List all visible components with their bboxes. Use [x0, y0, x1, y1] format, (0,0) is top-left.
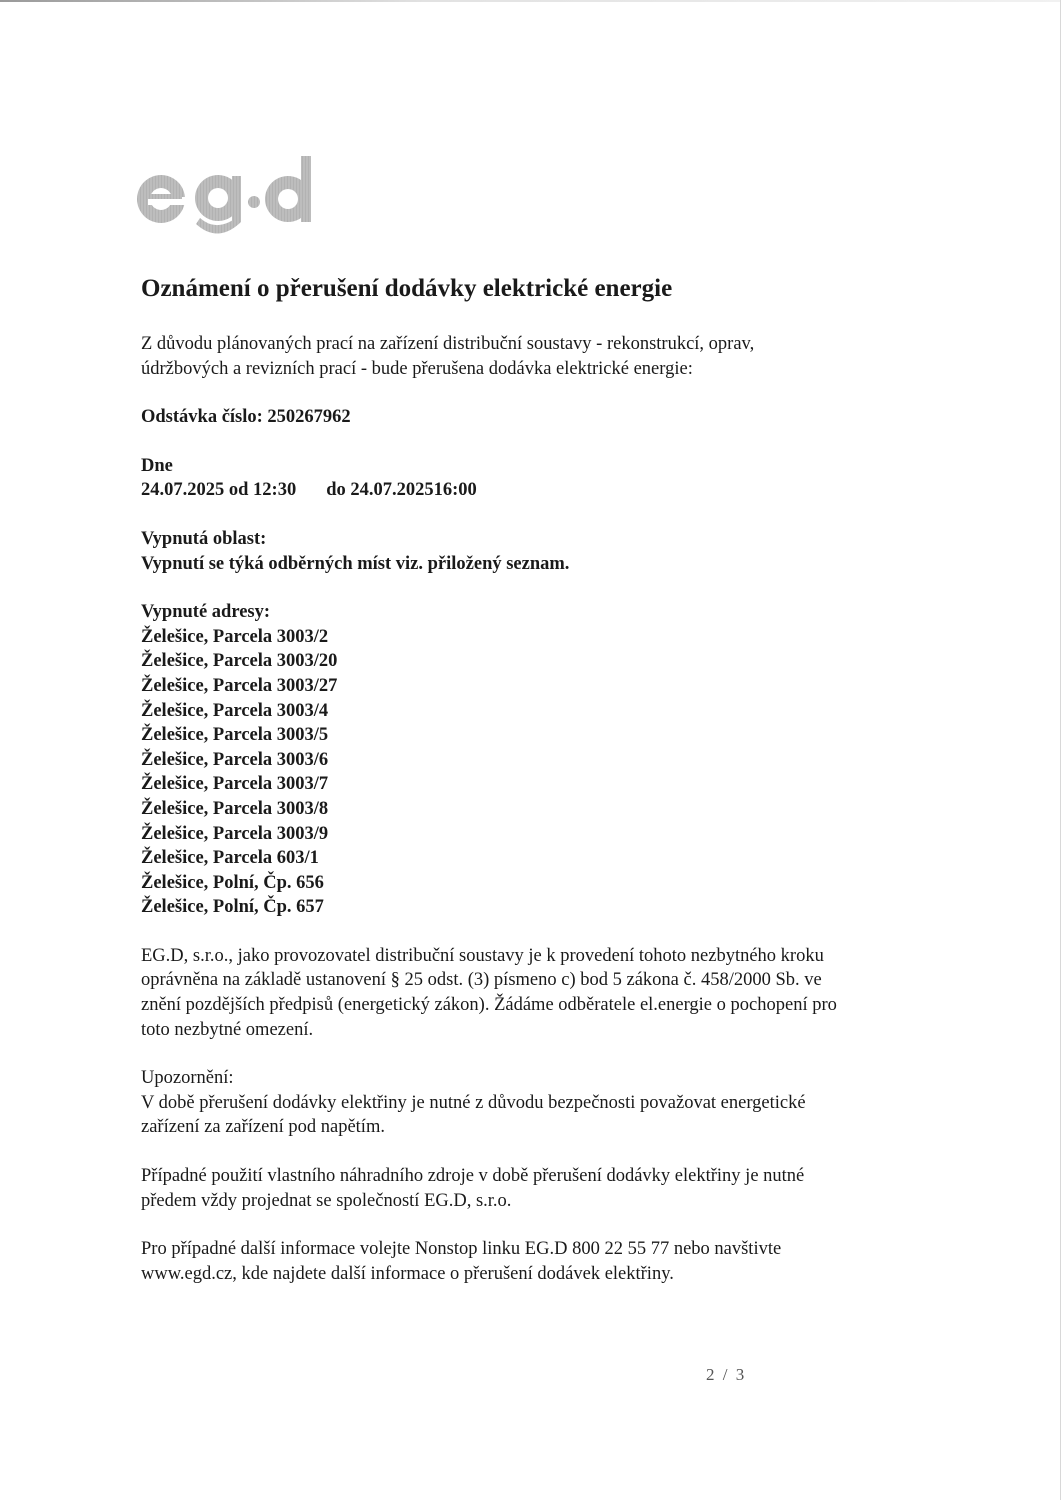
- warning-line: zařízení za zařízení pod napětím.: [141, 1117, 385, 1138]
- legal-paragraph: [141, 944, 941, 1042]
- list-item: Želešice, Parcela 603/1: [141, 848, 319, 869]
- backup-line: předem vždy projednat se společností EG.D, s.r.o.: [141, 1190, 512, 1211]
- list-item: Želešice, Parcela 3003/27: [141, 675, 338, 696]
- date-to: do 24.07.202516:00: [326, 480, 477, 501]
- contact-paragraph: [141, 1237, 941, 1286]
- list-item: Želešice, Polní, Čp. 657: [141, 897, 324, 918]
- area-block: [141, 527, 941, 576]
- intro-paragraph: [141, 332, 941, 381]
- date-from: 24.07.2025 od 12:30: [141, 480, 297, 501]
- list-item: Želešice, Parcela 3003/2: [141, 626, 329, 647]
- egd-logo: [128, 152, 318, 244]
- area-text: Vypnutí se týká odběrných míst viz. přiložený seznam.: [141, 553, 570, 574]
- area-label: Vypnutá oblast:: [141, 528, 267, 549]
- date-label: Dne: [141, 455, 173, 476]
- list-item: Želešice, Parcela 3003/4: [141, 700, 329, 721]
- legal-line: znění pozdějších předpisů (energetický zákon). Žádáme odběratele el.energie o pochopení pro: [141, 995, 837, 1016]
- legal-line: EG.D, s.r.o., jako provozovatel distribuční soustavy je k provedení tohoto nezbytného kroku: [141, 945, 824, 966]
- list-item: Želešice, Parcela 3003/7: [141, 774, 329, 795]
- list-item: Želešice, Parcela 3003/9: [141, 823, 329, 844]
- list-item: Želešice, Parcela 3003/6: [141, 749, 329, 770]
- address-list: [141, 625, 941, 920]
- date-block: [141, 454, 941, 503]
- addresses-label: Vypnuté adresy:: [141, 602, 271, 623]
- legal-line: toto nezbytné omezení.: [141, 1019, 314, 1040]
- backup-source-paragraph: [141, 1164, 941, 1213]
- list-item: Želešice, Parcela 3003/20: [141, 651, 338, 672]
- legal-line: oprávněna na základě ustanovení § 25 odst. (3) písmeno c) bod 5 zákona č. 458/2000 Sb. ve: [141, 970, 822, 991]
- list-item: Želešice, Parcela 3003/5: [141, 725, 329, 746]
- contact-line: www.egd.cz, kde najdete další informace o přerušení dodávek elektřiny.: [141, 1263, 674, 1284]
- intro-line: údržbových a revizních prací - bude přerušena dodávka elektrické energie:: [141, 358, 693, 379]
- scan-edge-top: [0, 0, 1061, 2]
- outage-number: Odstávka číslo: 250267962: [141, 407, 351, 428]
- warning-line: V době přerušení dodávky elektřiny je nutné z důvodu bezpečnosti považovat energetické: [141, 1092, 806, 1113]
- page-number: 2 / 3: [706, 1365, 747, 1384]
- contact-line: Pro případné další informace volejte Nonstop linku EG.D 800 22 55 77 nebo navštivte: [141, 1239, 782, 1260]
- list-item: Želešice, Polní, Čp. 656: [141, 872, 324, 893]
- notice-title: Oznámení o přerušení dodávky elektrické energie: [141, 275, 673, 302]
- outage-number-block: [141, 405, 941, 430]
- date-range: [141, 478, 941, 503]
- notice-body: [141, 272, 941, 1286]
- intro-line: Z důvodu plánovaných prací na zařízení distribuční soustavy - rekonstrukcí, oprav,: [141, 334, 755, 354]
- warning-label: Upozornění:: [141, 1068, 234, 1089]
- backup-line: Případné použití vlastního náhradního zdroje v době přerušení dodávky elektřiny je nutné: [141, 1166, 805, 1187]
- list-item: Želešice, Parcela 3003/8: [141, 798, 329, 819]
- warning-paragraph: [141, 1066, 941, 1140]
